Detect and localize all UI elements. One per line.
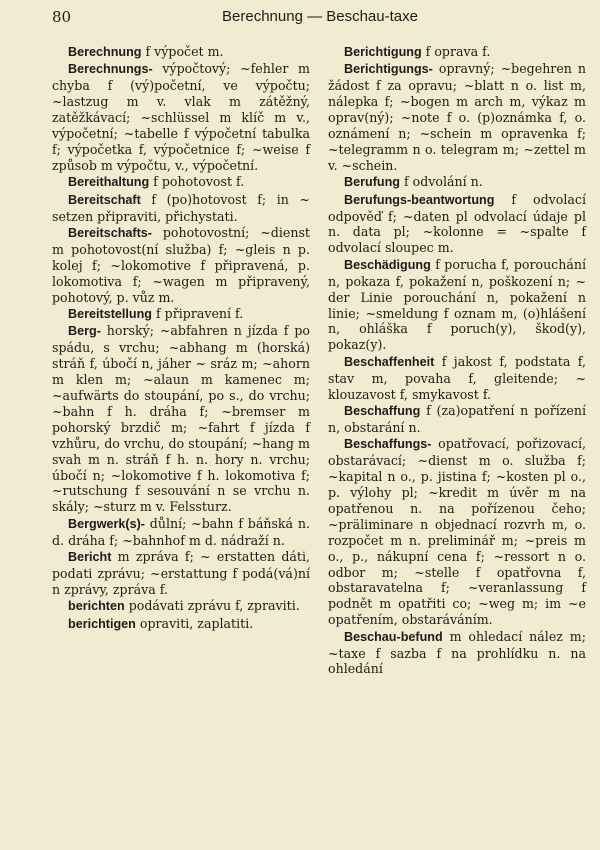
entry-headword: Berufungs-beantwortung	[344, 192, 495, 207]
entry-headword: Beschaffung	[344, 403, 421, 418]
entry-definition: f pohotovost f.	[149, 174, 245, 190]
entry-headword: Beschaffungs-	[344, 437, 432, 452]
entry-definition: horský; ~abfahren n jízda f po spádu, s vrchu; ~abhang m (horská) stráň f, úbočí n, jáher ~ sráz m; ~ahorn m klen m; ~alaun m kamenec m; ~aufwärts do stoupání, po s., do vrchu; ~bahn f h. dráha f; ~bremser m pohorský brzdič m; ~fahrt f jízda f vzhůru, do vrchu, do stoupání; ~hang m svah m n. stráň f h. n. hory n. vrchu; úbočí n; ~lokomotive f h. lokomotiva f; ~rutschung f sesouvání n se vrchu n. skály; ~sturz m v. Felssturz.	[52, 323, 310, 515]
entry-headword: Bericht	[68, 550, 112, 565]
dictionary-entry	[328, 61, 586, 173]
entry-headword: Berichtigungs-	[344, 62, 433, 77]
dictionary-entry	[328, 192, 586, 257]
entry-headword: Berg-	[68, 324, 101, 339]
dictionary-entry	[52, 323, 310, 515]
running-head: Berechnung — Beschau-taxe	[222, 8, 418, 25]
dictionary-entry	[328, 257, 586, 353]
dictionary-columns	[52, 44, 586, 844]
dictionary-entry	[328, 436, 586, 628]
right-column	[328, 44, 586, 844]
entry-headword: Berechnungs-	[68, 62, 153, 77]
entry-definition: f výpočet m.	[141, 44, 224, 59]
dictionary-entry	[52, 598, 310, 615]
dictionary-entry	[52, 549, 310, 598]
dictionary-entry	[328, 354, 586, 403]
dictionary-entry	[52, 192, 310, 225]
dictionary-entry	[52, 174, 310, 191]
entry-definition: podávati zprávu f, zpraviti.	[124, 598, 300, 614]
entry-headword: Beschädigung	[344, 257, 431, 272]
entry-definition: f (za)opatření n pořízení n, obstarání n.	[328, 402, 586, 435]
page-number: 80	[52, 8, 72, 26]
entry-headword: Berechnung	[68, 45, 142, 59]
dictionary-entry	[52, 306, 310, 323]
dictionary-entry	[52, 616, 310, 633]
entry-definition: výpočtový; ~fehler m chyba f (vý)početní, ve výpočtu; ~lastzug m v. vlak m zátěžný, zatěžkávací; ~schlüssel m klíč m v., výpočetní; ~tabelle f výpočetní tabulka f; výpočetka f, výpočetnice f; ~weise f způsob m výpočtu, v., výpočetní.	[52, 61, 310, 173]
dictionary-entry	[52, 61, 310, 173]
entry-definition: m zpráva f; ~ erstatten dáti, podati zprávu; ~erstattung f podá(vá)ní n zprávy, zpráva f.	[52, 549, 310, 597]
entry-definition: m ohledací nález m; ~taxe f sazba f na prohlídku n. na ohledání	[328, 628, 586, 677]
entry-headword: Bereithaltung	[68, 175, 150, 190]
left-column	[52, 44, 310, 844]
entry-definition: pohotovostní; ~dienst m pohotovost(ní služba) f; ~gleis n p. kolej f; ~lokomotive f připravená, p. lokomotiva f; ~wagen m připravený, pohotový, p. vůz m.	[52, 224, 310, 305]
entry-definition: f připravení f.	[151, 306, 244, 321]
entry-definition: f porucha f, porouchání n, pokaza f, pokažení n, poškození n; ~ der Linie porouchání n, pokažení n linie; ~smeldung f oznam m, (o)hlášení n, ohláška f poruch(y), škod(y), pokaz(y).	[328, 256, 586, 353]
entry-definition: f jakost f, podstata f, stav m, povaha f, gleitende; ~ klouzavost f, smykavost f.	[328, 353, 586, 402]
entry-headword: Bereitschafts-	[68, 225, 152, 240]
dictionary-entry	[328, 403, 586, 436]
entry-headword: Berufung	[344, 175, 400, 190]
entry-definition: opraviti, zaplatiti.	[135, 615, 254, 631]
dictionary-entry	[328, 44, 586, 61]
entry-headword: berichtigen	[68, 616, 136, 631]
dictionary-entry	[52, 225, 310, 306]
entry-definition: f (po)hotovost f; in ~ setzen připraviti, přichystati.	[52, 191, 310, 224]
entry-headword: Beschaffenheit	[344, 354, 435, 369]
dictionary-entry	[52, 44, 310, 61]
dictionary-entry	[52, 516, 310, 549]
entry-headword: berichten	[68, 599, 125, 614]
entry-headword: Berichtigung	[344, 45, 422, 59]
entry-headword: Bereitstellung	[68, 307, 152, 321]
entry-definition: f odvolací odpověď f; ~daten pl odvolací údaje pl n. data pl; ~kolonne = ~spalte f odvolací sloupec m.	[328, 191, 586, 256]
entry-definition: opatřovací, pořizovací, obstarávací; ~dienst m o. služba f; ~kapital n o., p. jistina f; ~kosten pl o., p. výlohy pl; ~kredit m úvěr m na opatřenou n. na pořízenou čeho; ~präliminare n objednací rozvrh m, o. rozpočet m n. preliminář m; ~preis m o., p., nákupní cena f; ~ressort n o. odbor m; ~stelle f opatřovna f, obstaravatelna f; ~veranlassung f podnět m opatřiti co; ~weg m; im ~e opatřením, obstaráváním.	[328, 436, 586, 628]
entry-headword: Beschau-befund	[344, 629, 443, 644]
dictionary-entry	[328, 174, 586, 191]
entry-definition: f oprava f.	[421, 44, 491, 59]
dictionary-entry	[328, 629, 586, 678]
entry-definition: f odvolání n.	[399, 174, 483, 190]
entry-headword: Bergwerk(s)-	[68, 516, 145, 531]
entry-headword: Bereitschaft	[68, 192, 141, 207]
entry-definition: důlní; ~bahn f báňská n. d. dráha f; ~bahnhof m d. nádraží n.	[52, 515, 310, 548]
entry-definition: opravný; ~begehren n žádost f za opravu; ~blatt n o. list m, nálepka f; ~bogen m arch m, výkaz m oprav(ný); ~note f o. (p)oznámka f, o. oznámení n; ~schein m opravenka f; ~telegramm n o. telegram m; ~zettel m v. ~schein.	[328, 61, 586, 173]
